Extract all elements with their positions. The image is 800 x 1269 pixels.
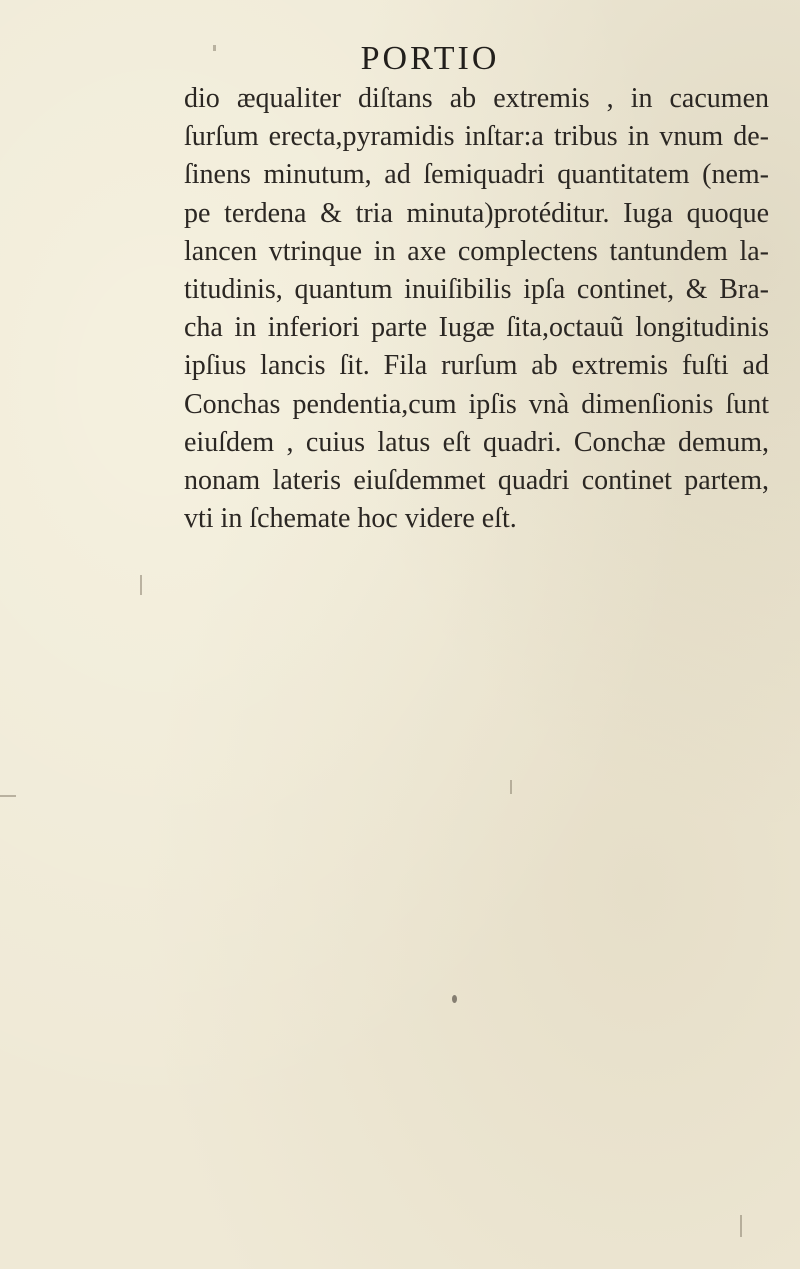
- text-line: ipſius lancis ſit. Fila rurſum ab extremis fuſti ad: [184, 350, 769, 382]
- text-line: Conchas pendentia,cum ipſis vnà dimenſionis ſunt: [184, 388, 769, 420]
- text-line: cha in inferiori parte Iugæ ſita,octauũ longitudinis: [184, 312, 769, 344]
- ink-speck: [452, 995, 457, 1003]
- text-line: dio æqualiter diſtans ab extremis , in cacumen: [184, 83, 769, 114]
- text-line: vti in ſchemate hoc videre eſt.: [184, 503, 517, 535]
- body-text: [184, 80, 769, 538]
- text-line: ſinens minutum, ad ſemiquadri quantitatem (nem-: [184, 159, 769, 191]
- text-line: nonam lateris eiuſdemmet quadri continet partem,: [184, 465, 769, 497]
- paper-fiber-mark: [740, 1215, 742, 1237]
- text-line: pe terdena & tria minuta)protéditur. Iuga quoque: [184, 197, 769, 229]
- paper-fiber-mark: [140, 575, 142, 595]
- text-line: lancen vtrinque in axe complectens tantundem la-: [184, 235, 769, 267]
- paper-fiber-mark: [510, 780, 512, 794]
- running-title: PORTIO: [360, 40, 500, 77]
- text-line: titudinis, quantum inuiſibilis ipſa continet, & Bra-: [184, 274, 769, 306]
- text-line: ſurſum erecta,pyramidis inſtar:a tribus in vnum de-: [184, 121, 769, 153]
- paper-fiber-mark: [0, 795, 16, 797]
- text-line: eiuſdem , cuius latus eſt quadri. Conchæ demum,: [184, 426, 769, 458]
- paper-fiber-mark: [213, 45, 216, 51]
